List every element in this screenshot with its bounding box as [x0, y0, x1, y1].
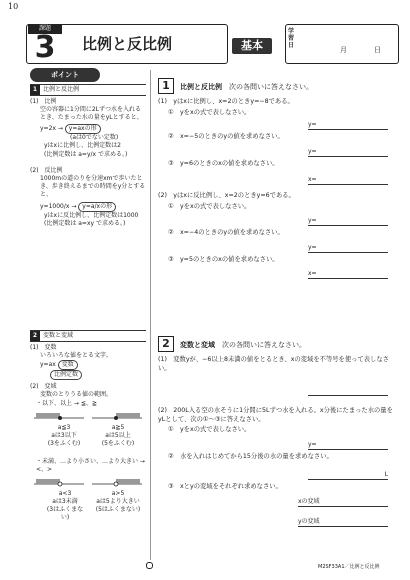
day-label: 日: [374, 46, 381, 54]
item-text: いろいろな値をとる文字。: [40, 352, 113, 360]
sub-number: ③: [168, 483, 174, 490]
date-label: 学習日: [288, 28, 295, 49]
example-reading: aは5より大きい: [96, 497, 140, 505]
note-text: yはxに比例し、比例定数は2: [44, 142, 121, 150]
column-divider: [150, 70, 151, 560]
points-section-2: [30, 330, 146, 522]
answer-field[interactable]: x=: [308, 176, 388, 185]
sub-text: y=5のときのxの値を求めなさい。: [179, 255, 279, 263]
part-text: yはxに比例し、x=2のときy=−8である。: [173, 98, 294, 105]
study-date-box: [285, 24, 399, 64]
question-2: [158, 336, 398, 532]
answer-field[interactable]: y=: [308, 148, 388, 157]
section-title: 比例と反比例: [43, 86, 80, 93]
part-text: 200L入る空の水そうに1分間に5Lずつ水を入れる。x分後にたまった水の量をyLとして、次の①〜③に答えなさい。: [158, 407, 393, 423]
example-reading: aは5以上: [105, 431, 131, 439]
constant-tag: 比例定数: [50, 370, 82, 380]
note-text: (比例定数は a=y/x で求める。): [44, 150, 128, 158]
example-note: (3はふくまない): [46, 506, 84, 522]
sub-text: yをxの式で表しなさい。: [179, 108, 251, 116]
sub-number: ③: [168, 159, 174, 167]
question-title: 変数と変域: [180, 341, 215, 349]
sub-text: yをxの式で表しなさい。: [179, 426, 251, 433]
sub-number: ③: [168, 255, 174, 263]
item-label: (1) 変数: [30, 344, 57, 351]
answer-field[interactable]: y=: [308, 217, 388, 226]
answer-field[interactable]: y=: [308, 441, 388, 450]
question-instruction: 次の各問いに答えなさい。: [222, 341, 306, 349]
footer-code: M2SF33A1／比例と反比例: [318, 564, 380, 570]
page-title: 比例と反比例: [82, 35, 173, 53]
formula-text: y=1000/x: [40, 203, 70, 211]
part-label: (1): [158, 356, 167, 363]
formula-text: y=ax: [40, 361, 56, 369]
item-text: 変数のとりうる値の範囲。: [40, 391, 113, 399]
answer-field[interactable]: x=: [308, 270, 388, 279]
sub-text: 水を入れはじめてから15分後の水の量を求めなさい。: [179, 452, 333, 460]
part-label: (2): [158, 407, 167, 414]
number-line-inclusive: [30, 410, 146, 424]
page-marker-dot: [146, 562, 153, 569]
number-line-examples-2: [30, 474, 146, 522]
part-text: yはxに反比例し、x=2のときy=6である。: [173, 192, 295, 199]
item-text: 空の容器に1分間に2Lずつ水を入れるとき、たまった水の量をyLとすると、: [40, 106, 143, 122]
sub-text: xとyの変域をそれぞれ求めなさい。: [179, 483, 282, 490]
part-text: 変数yが、−6以上8未満の値をとるとき、xの変域を不等号を使って表しなさい。: [158, 356, 389, 372]
answer-field-liters[interactable]: L: [308, 471, 388, 480]
section-title: 変数と変域: [43, 332, 74, 339]
item-text: 1000mの道のりを分速xmで歩いたとき、歩き終えるまでの時間をy分とすると、: [40, 174, 146, 198]
formula-form-tag: y=a/xの形: [78, 202, 116, 212]
example-inequality: a<3: [58, 489, 72, 497]
note-text: (aは0でない定数): [70, 134, 119, 142]
page-number: 10: [8, 2, 19, 11]
example-reading: aは3以下: [51, 431, 77, 439]
sub-text: x=−5のときのyの値を求めなさい。: [179, 133, 284, 140]
sub-number: ①: [168, 426, 174, 433]
sub-number: ①: [168, 108, 174, 116]
sub-number: ①: [168, 202, 174, 210]
variable-tag: 変数: [58, 360, 78, 370]
example-inequality: a≧5: [111, 423, 125, 431]
item-label: (2) 変域: [30, 383, 57, 391]
points-section-header: [30, 84, 146, 96]
formula-form-tag: y=axの形: [65, 124, 101, 134]
note-text: (比例定数は a=xy で求める。): [44, 220, 126, 228]
example-reading: aは3未満: [52, 497, 78, 505]
bullet-text: ・未満、…より小さい、…より大きい → <、>: [36, 457, 147, 473]
question-instruction: 次の各問いに答えなさい。: [229, 83, 313, 91]
question-number: 1: [158, 78, 174, 94]
unit-tag: 課題: [28, 24, 62, 34]
section-number: 2: [30, 331, 40, 341]
question-title: 比例と反比例: [180, 83, 222, 91]
example-inequality: a≦3: [57, 423, 71, 431]
example-note: (5はふくまない): [95, 506, 141, 514]
formula-text: y=2x: [40, 125, 56, 133]
bullet-text: ・以下、以上 → ≦、≧: [36, 399, 97, 407]
points-section-1: 1 比例と反比例 (1) 比例 空の容器に1分間に2Lずつ水を入れるとき、たまった水の量をyLとすると、 y=2x → y=axの形 (aは0でない定数) yはxに比例し、比例定数は2 (比例定数は a=y/x で求める。) (2) 反比例 1000mの道のりを分速xmで歩いたとき、歩き終えるまでの時間をy分とすると、 y=1000/x → y=a/xの形 yはxに反比例し、比例定数は1000 (比例定数は a=xy で求める。): [30, 86, 146, 228]
unit-number: 3: [34, 30, 56, 65]
part-label: (2): [158, 192, 167, 199]
part-label: (1): [158, 98, 167, 105]
number-line-examples-1: [30, 408, 146, 456]
answer-field[interactable]: y=: [308, 121, 388, 130]
example-note: (3をふくむ): [47, 439, 81, 447]
item-label: (2) 反比例: [30, 166, 63, 174]
sub-text: x=−4のときのyの値を求めなさい。: [179, 229, 284, 236]
question-number: 2: [158, 336, 174, 352]
sub-text: y=6のときのxの値を求めなさい。: [179, 159, 279, 167]
sub-number: ②: [168, 229, 174, 236]
month-label: 月: [340, 46, 347, 54]
item-label: (1) 比例: [30, 98, 57, 105]
note-text: yはxに反比例し、比例定数は1000: [44, 212, 139, 220]
sub-text: yをxの式で表しなさい。: [179, 202, 251, 210]
question-1: [158, 78, 398, 282]
y-range-answer-field[interactable]: yの変域: [298, 518, 388, 527]
answer-field[interactable]: [308, 387, 388, 396]
number-line-exclusive: [30, 476, 146, 490]
points-section-header: [30, 330, 146, 342]
sub-number: ②: [168, 452, 174, 460]
answer-field[interactable]: y=: [308, 244, 388, 253]
points-badge: ポイント: [30, 68, 100, 82]
example-inequality: a>5: [111, 489, 125, 497]
sub-number: ②: [168, 133, 174, 140]
example-note: (5をふくむ): [101, 439, 135, 447]
level-badge: 基本: [232, 38, 272, 54]
x-range-answer-field[interactable]: xの変域: [298, 498, 388, 507]
section-number: 1: [30, 85, 40, 95]
